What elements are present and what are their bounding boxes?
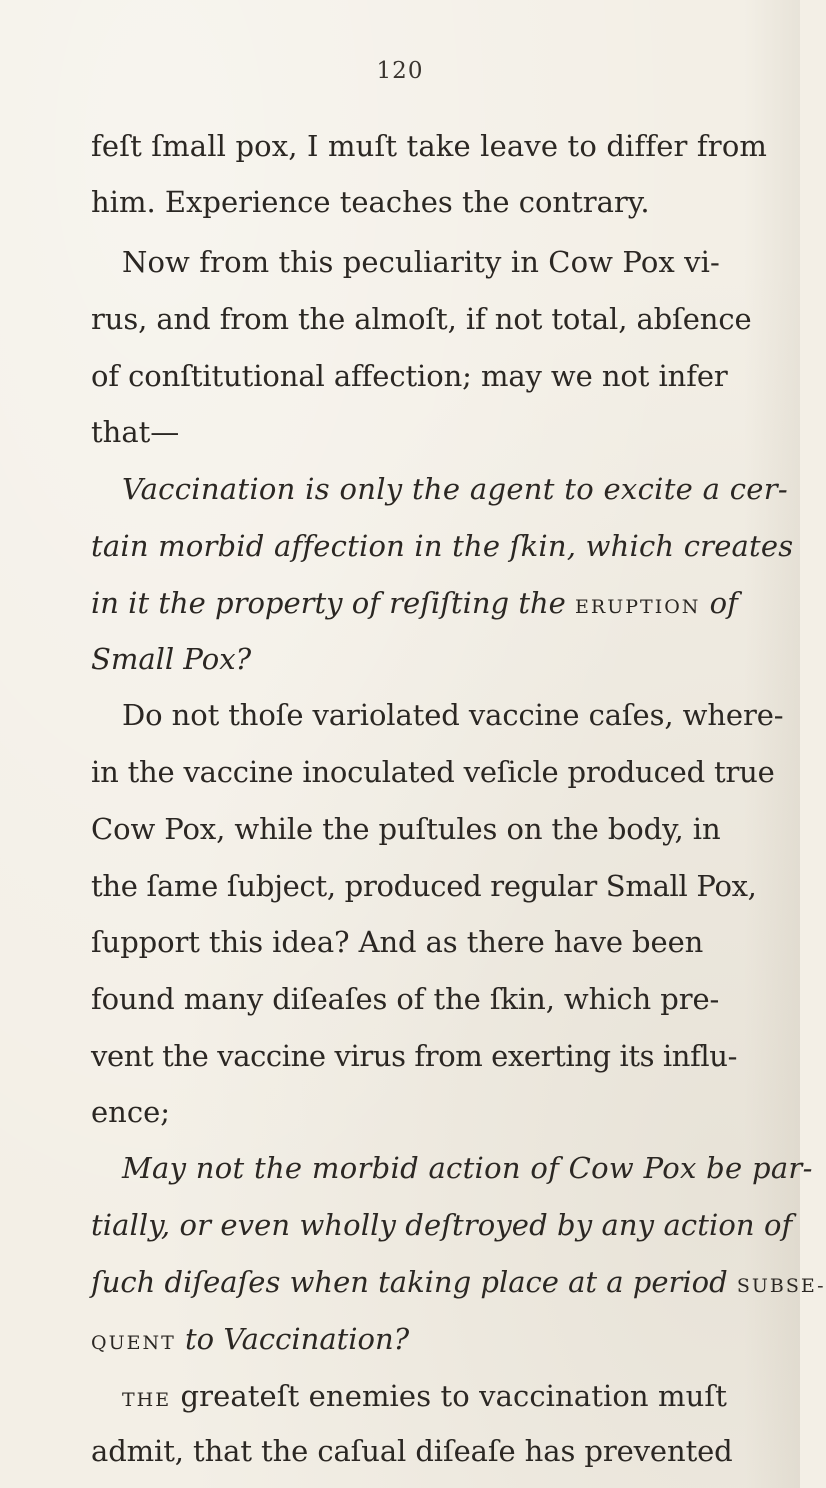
- text-line-2: him. Experience teaches the contrary.: [91, 185, 650, 219]
- text-line-6: that—: [91, 415, 180, 449]
- text-line-9: [91, 585, 738, 625]
- text-line-17: vent the vaccine virus from exerting its influ-: [91, 1039, 737, 1073]
- text-line-18: ence;: [91, 1095, 171, 1129]
- text-line-12: in the vaccine inoculated veſicle produced true: [91, 755, 775, 789]
- text-line-24: admit, that the caſual diſeaſe has prevented: [91, 1434, 733, 1468]
- text-line-9-part-a: in it the property of reſiſting the: [91, 586, 566, 620]
- text-line-9-small-caps: ERUPTION: [575, 596, 701, 618]
- text-line-3: Now from this peculiarity in Cow Pox vi-: [122, 245, 720, 279]
- text-line-9-part-c: of: [709, 586, 738, 620]
- text-line-11: Do not thoſe variolated vaccine caſes, where-: [122, 698, 784, 732]
- text-line-1: feſt ſmall pox, I muſt take leave to differ from: [91, 129, 768, 163]
- text-line-23-part-b: greateſt enemies to vaccination muſt: [180, 1379, 727, 1413]
- text-line-15: ſupport this idea? And as there have been: [91, 925, 704, 959]
- text-line-7: Vaccination is only the agent to excite a cer-: [122, 472, 789, 506]
- text-line-23: [122, 1378, 727, 1418]
- text-line-23-small-caps: THE: [122, 1389, 172, 1411]
- text-line-19: May not the morbid action of Cow Pox be par-: [122, 1151, 813, 1185]
- text-line-21-small-caps: SUBSE-: [736, 1275, 826, 1297]
- text-line-14: the ſame ſubject, produced regular Small Pox,: [91, 869, 757, 903]
- text-line-22-part-b: to Vaccination?: [184, 1322, 410, 1356]
- text-line-13: Cow Pox, while the puſtules on the body, in: [91, 812, 721, 846]
- text-line-4: rus, and from the almoſt, if not total, abſence: [91, 302, 752, 336]
- page-number: 120: [376, 58, 424, 84]
- text-line-16: found many diſeaſes of the ſkin, which pre-: [91, 982, 720, 1016]
- text-line-8: tain morbid affection in the ſkin, which creates: [91, 529, 794, 563]
- text-line-5: of conſtitutional affection; may we not infer: [91, 359, 728, 393]
- text-line-22-small-caps: QUENT: [91, 1332, 176, 1354]
- text-line-21: [91, 1264, 826, 1304]
- text-line-20: tially, or even wholly deſtroyed by any action of: [91, 1208, 793, 1242]
- text-line-10: Small Pox?: [91, 642, 252, 676]
- text-line-22: [91, 1321, 409, 1361]
- text-line-21-part-a: ſuch diſeaſes when taking place at a period: [91, 1265, 728, 1299]
